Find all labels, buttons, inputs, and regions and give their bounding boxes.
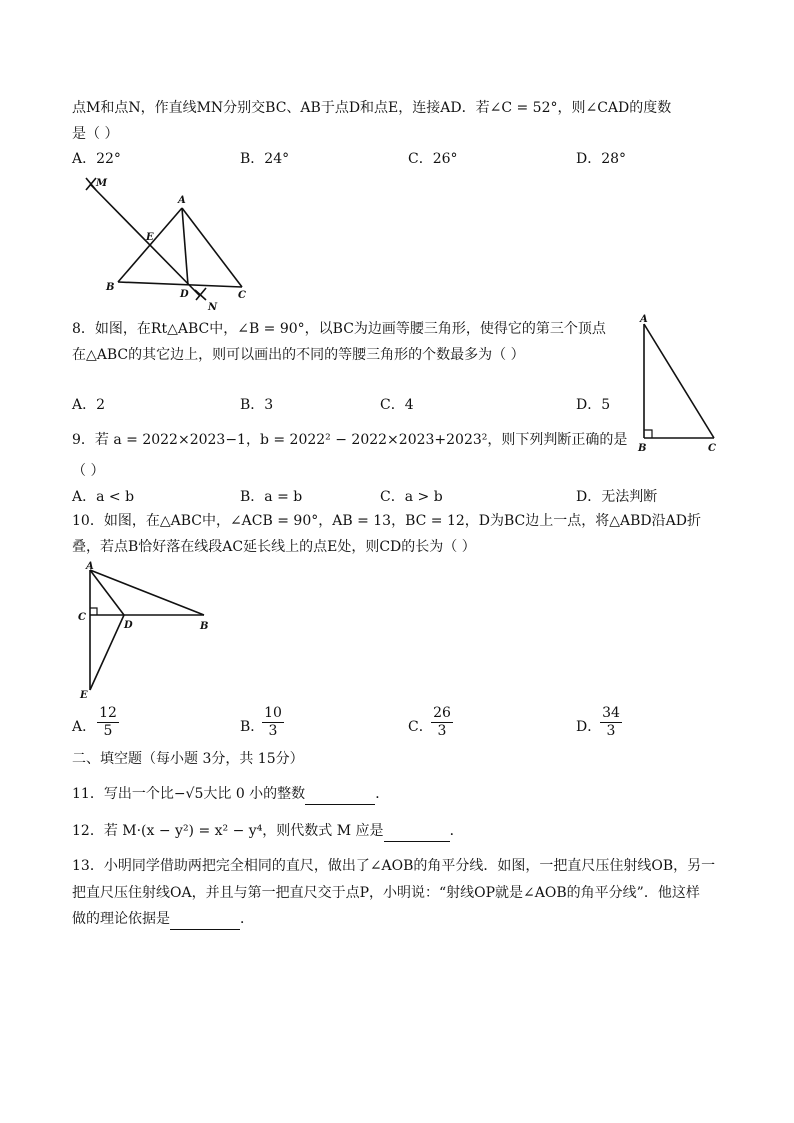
q8-segment-ac bbox=[644, 324, 714, 438]
q7-label-n: N bbox=[208, 302, 218, 312]
q10-segment-de bbox=[90, 615, 124, 690]
q7-label-b: B bbox=[106, 282, 115, 293]
q10-option-c-numerator: 26 bbox=[431, 705, 453, 723]
q8-option-b: B．3 bbox=[240, 397, 274, 413]
q12-text: 12．若 M·(x − y²) = x² − y⁴，则代数式 M 应是 bbox=[72, 823, 384, 839]
q7-label-a: A bbox=[178, 195, 186, 206]
q13-end: ． bbox=[240, 911, 254, 927]
q9-option-b: B．a = b bbox=[240, 489, 303, 505]
q10-option-d-denominator: 3 bbox=[606, 723, 616, 739]
q13-text-line3: 做的理论依据是 bbox=[72, 911, 170, 927]
q7-arc-mark-m bbox=[86, 178, 96, 190]
q13-line3 bbox=[72, 909, 254, 930]
q8-label-b: B bbox=[638, 443, 647, 454]
q8-text-line2: 在△ABC的其它边上，则可以画出的不同的等腰三角形的个数最多为（ ） bbox=[72, 347, 525, 363]
q10-right-angle-mark bbox=[90, 608, 97, 615]
q7-segment-ad bbox=[182, 208, 188, 285]
q10-text-line1: 10．如图，在△ABC中，∠ACB = 90°，AB = 13，BC = 12，D为BC边上一点，将△ABD沿AD折 bbox=[72, 513, 701, 529]
q10-option-c-fraction bbox=[431, 705, 453, 740]
q7-label-c: C bbox=[238, 290, 246, 301]
q7-arc-mark-n bbox=[195, 288, 206, 300]
q10-label-b: B bbox=[200, 621, 209, 632]
q10-figure bbox=[72, 558, 222, 703]
q7-option-c: C．26° bbox=[408, 151, 458, 167]
q8-option-c: C．4 bbox=[380, 397, 414, 413]
q7-label-e: E bbox=[146, 232, 154, 243]
q11-text: 11．写出一个比−√5大比 0 小的整数 bbox=[72, 786, 306, 802]
q10-label-a: A bbox=[86, 561, 94, 572]
q9-option-c: C．a > b bbox=[380, 489, 443, 505]
q10-label-d: D bbox=[124, 620, 133, 631]
q7-segment-ac bbox=[182, 208, 242, 287]
q8-label-a: A bbox=[640, 314, 648, 325]
q8-figure bbox=[630, 310, 730, 460]
q12-end: ． bbox=[449, 823, 464, 839]
q11-answer-blank bbox=[305, 784, 375, 805]
q12-answer-blank bbox=[384, 821, 450, 842]
q9-text-line2: （ ） bbox=[72, 463, 105, 479]
q10-option-b-denominator: 3 bbox=[268, 723, 278, 739]
q10-label-e: E bbox=[80, 690, 88, 701]
q13-answer-blank bbox=[170, 909, 240, 930]
q10-option-d-letter: D． bbox=[576, 719, 602, 735]
q10-option-a-fraction bbox=[97, 705, 119, 740]
q10-option-d-fraction bbox=[600, 705, 622, 740]
q7-option-d: D．28° bbox=[576, 151, 627, 167]
q10-option-d-numerator: 34 bbox=[600, 705, 622, 723]
q10-option-a-letter: A． bbox=[72, 719, 97, 735]
q13-text-line2: 把直尺压住射线OA，并且与第一把直尺交于点P，小明说：“射线OP就是∠AOB的角平分线”．他这样 bbox=[72, 885, 700, 901]
q13-text-line1: 13．小明同学借助两把完全相同的直尺，做出了∠AOB的角平分线．如图，一把直尺压住射线OB，另一 bbox=[72, 858, 716, 874]
q11-end: ． bbox=[375, 786, 390, 802]
q8-label-c: C bbox=[708, 443, 716, 454]
q10-option-c-denominator: 3 bbox=[437, 723, 447, 739]
q7-option-a: A．22° bbox=[72, 151, 121, 167]
q8-option-a: A．2 bbox=[72, 397, 106, 413]
q10-option-c-letter: C． bbox=[408, 719, 433, 735]
q7-label-d: D bbox=[180, 289, 189, 300]
q10-option-b-letter: B． bbox=[240, 719, 265, 735]
q12-line bbox=[72, 821, 464, 842]
q7-option-b: B．24° bbox=[240, 151, 290, 167]
q8-option-d: D．5 bbox=[576, 397, 611, 413]
q10-option-b-fraction bbox=[262, 705, 284, 740]
q10-option-b-numerator: 10 bbox=[262, 705, 284, 723]
q7-segment-bc bbox=[118, 282, 242, 287]
q7-text-line1: 点M和点N，作直线MN分别交BC、AB于点D和点E，连接AD．若∠C = 52°，则∠CAD的度数 bbox=[72, 100, 672, 116]
q10-label-c: C bbox=[78, 612, 86, 623]
q7-text-line2: 是（ ） bbox=[72, 126, 119, 142]
q7-label-m: M bbox=[96, 178, 108, 189]
q8-right-angle-mark bbox=[644, 430, 652, 438]
q10-option-a-numerator: 12 bbox=[97, 705, 119, 723]
q9-text-line1: 9．若 a = 2022×2023−1，b = 2022² − 2022×2023+2023²，则下列判断正确的是 bbox=[72, 432, 628, 448]
q9-option-d: D．无法判断 bbox=[576, 489, 658, 505]
q11-line bbox=[72, 784, 389, 805]
section-2-heading: 二、填空题（每小题 3分，共 15分） bbox=[72, 751, 304, 767]
q9-option-a: A．a < b bbox=[72, 489, 135, 505]
q7-figure bbox=[70, 172, 260, 312]
q10-text-line2: 叠，若点B恰好落在线段AC延长线上的点E处，则CD的长为（ ） bbox=[72, 539, 476, 555]
q8-text-line1: 8．如图，在Rt△ABC中，∠B = 90°，以BC为边画等腰三角形，使得它的第三个顶点 bbox=[72, 321, 606, 337]
q10-option-a-denominator: 5 bbox=[103, 723, 113, 739]
